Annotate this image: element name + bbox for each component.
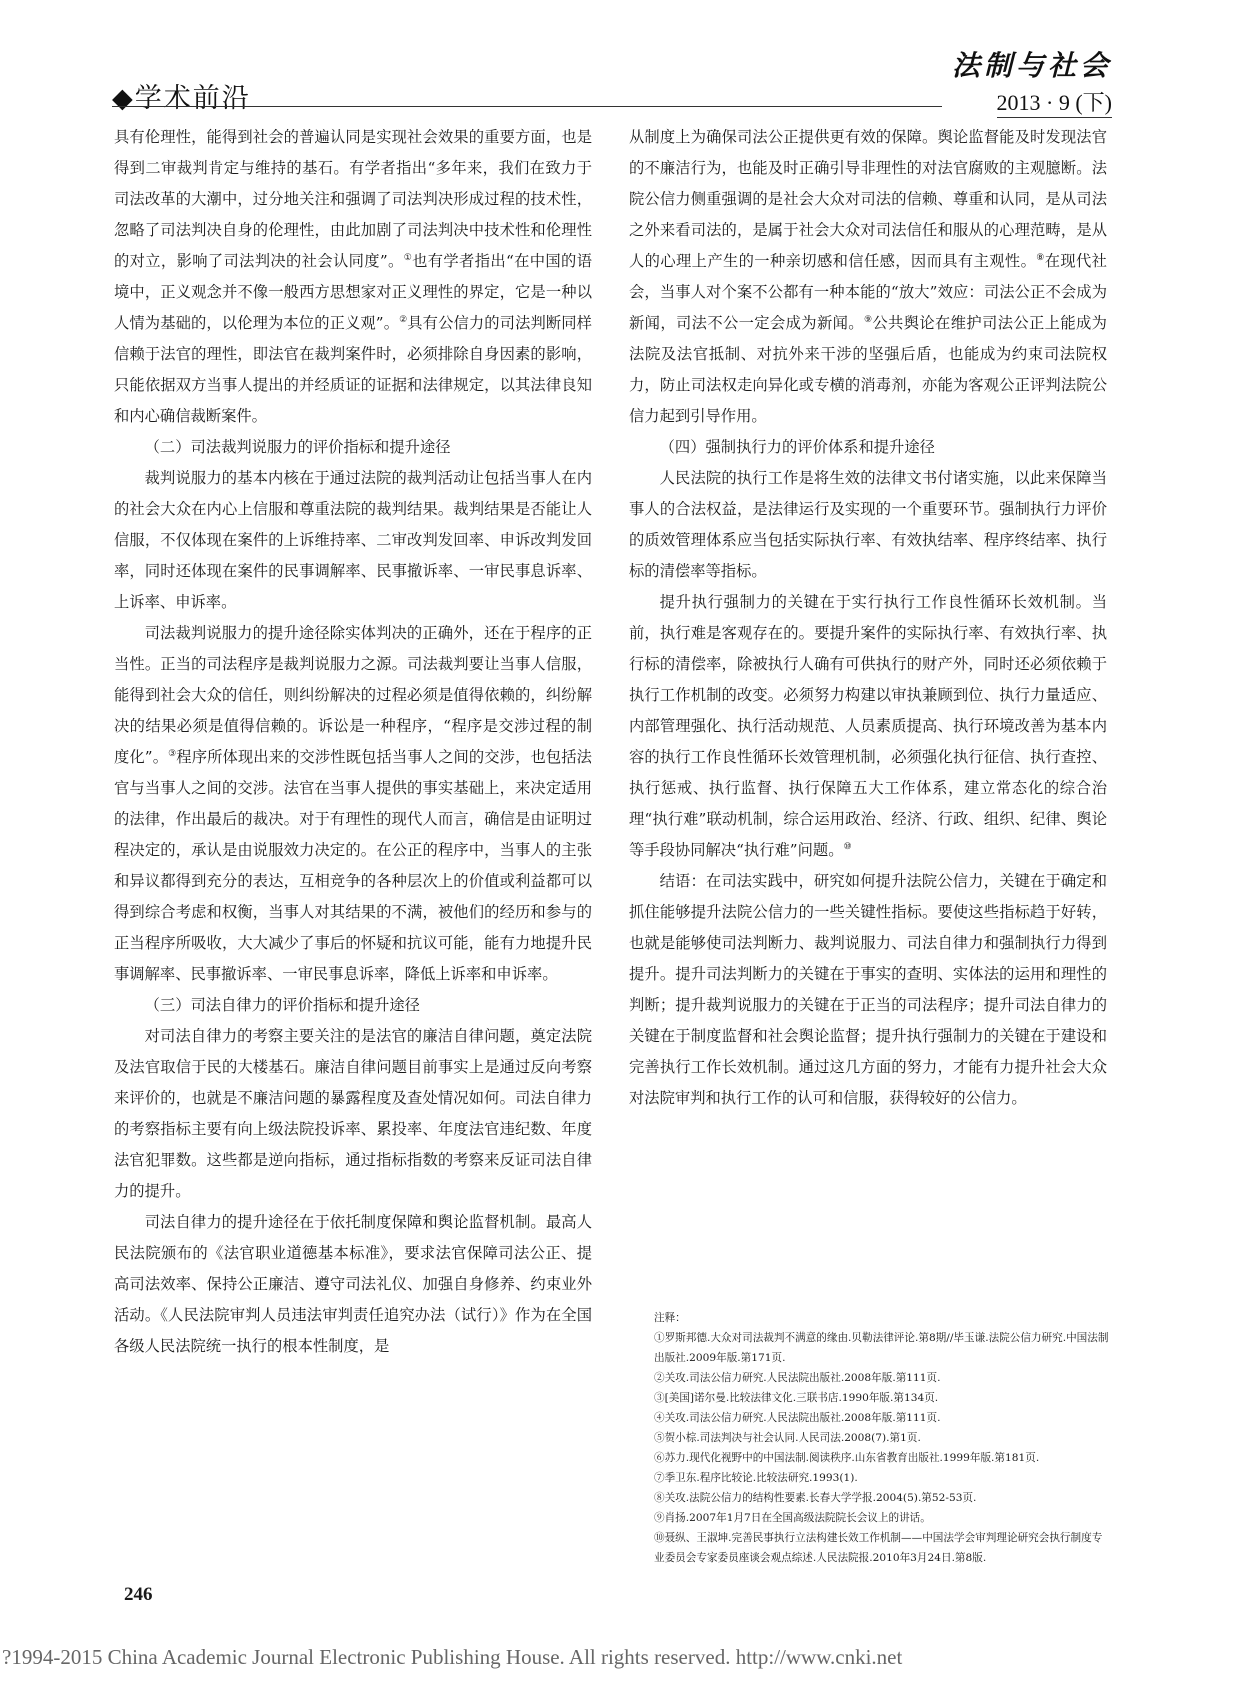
note-item: ⑦季卫东.程序比较论.比较法研究.1993(1). — [654, 1472, 858, 1484]
note-item: ⑤贺小棕.司法判决与社会认同.人民司法.2008(7).第1页. — [654, 1432, 921, 1444]
subheading: （三）司法自律力的评价指标和提升途径 — [144, 996, 420, 1014]
note-mark: ② — [399, 314, 408, 325]
paragraph: 对司法自律力的考察主要关注的是法官的廉洁自律问题，奠定法院及法官取信于民的大楼基石。廉洁自律问题目前事实上是通过反向考察来评价的，也就是不廉洁问题的暴露程度及查处情况如何。司法自律力的考察指标主要有向上级法院投诉率、累投率、年度法官违纪数、年度法官犯罪数。这些都是逆向指标，通过指标指数的考察来反证司法自律力的提升。 — [114, 1027, 592, 1200]
copyright-line: ?1994-2015 China Academic Journal Electronic Publishing House. All rights reserved. http://www.cnki.net — [2, 1645, 903, 1669]
notes-list — [654, 1328, 1109, 1568]
note-mark: ⑧ — [1036, 252, 1045, 263]
paragraph: 司法裁判说服力的提升途径除实体判决的正确外，还在于程序的正当性。正当的司法程序是裁判说服力之源。司法裁判要让当事人信服，能得到社会大众的信任，则纠纷解决的过程必须是值得依赖的，纠纷解决的结果必须是值得信赖的。诉讼是一种程序，“程序是交涉过程的制度化”。③程序所体现出来的交涉性既包括当事人之间的交涉，也包括法官与当事人之间的交涉。法官在当事人提供的事实基础上，来决定适用的法律，作出最后的裁决。对于有理性的现代人而言，确信是由证明过程决定的，承认是由说服效力决定的。在公正的程序中，当事人的主张和异议都得到充分的表达，互相竞争的各种层次上的价值或利益都可以得到综合考虑和权衡，当事人对其结果的不满，被他们的经历和参与的正当程序所吸收，大大减少了事后的怀疑和抗议可能，能有力地提升民事调解率、民事撤诉率、一审民事息诉率，降低上诉率和申诉率。 — [114, 624, 592, 983]
issue-label: 2013 · 9 (下) — [997, 86, 1112, 118]
right-column — [629, 122, 1107, 1114]
note-item: ④关攻.司法公信力研究.人民法院出版社.2008年版.第111页. — [654, 1412, 941, 1424]
note-item: ⑧关攻.法院公信力的结构性要素.长春大学学报.2004(5).第52-53页. — [654, 1492, 977, 1504]
left-column — [114, 122, 592, 1362]
footnotes — [654, 1308, 1109, 1568]
paragraph: 提升执行强制力的关键在于实行执行工作良性循环长效机制。当前，执行难是客观存在的。要提升案件的实际执行率、有效执行率、执行标的清偿率，除被执行人确有可供执行的财产外，同时还必须依赖于执行工作机制的改变。必须努力构建以审执兼顾到位、执行力量适应、内部管理强化、执行活动规范、人员素质提高、执行环境改善为基本内容的执行工作良性循环长效管理机制，必须强化执行征信、执行查控、执行惩戒、执行监督、执行保障五大工作体系，建立常态化的综合治理“执行难”联动机制，综合运用政治、经济、行政、组织、纪律、舆论等手段协同解决“执行难”问题。⑩ — [629, 593, 1107, 859]
page-header — [112, 44, 1112, 114]
subheading: （四）强制执行力的评价体系和提升途径 — [659, 438, 935, 456]
conclusion-paragraph: 结语：在司法实践中，研究如何提升法院公信力，关键在于确定和抓住能够提升法院公信力的一些关键性指标。要使这些指标趋于好转，也就是能够使司法判断力、裁判说服力、司法自律力和强制执行力得到提升。提升司法判断力的关键在于事实的查明、实体法的运用和理性的判断；提升裁判说服力的关键在于正当的司法程序；提升司法自律力的关键在于制度监督和社会舆论监督；提升执行强制力的关键在于建设和完善执行工作长效机制。通过这几方面的努力，才能有力提升社会大众对法院审判和执行工作的认可和信服，获得较好的公信力。 — [629, 872, 1107, 1107]
header-rule — [112, 106, 942, 107]
paragraph: 裁判说服力的基本内核在于通过法院的裁判活动让包括当事人在内的社会大众在内心上信服和尊重法院的裁判结果。裁判结果是否能让人信服，不仅体现在案件的上诉维持率、二审改判发回率、申诉改判发回率，同时还体现在案件的民事调解率、民事撤诉率、一审民事息诉率、上诉率、申诉率。 — [114, 469, 592, 611]
journal-title: 法制与社会 — [951, 49, 1112, 82]
note-item: ⑥苏力.现代化视野中的中国法制.阅读秩序.山东省教育出版社.1999年版.第181页. — [654, 1452, 1040, 1464]
note-item: ③[美国]诺尔曼.比较法律文化.三联书店.1990年版.第134页. — [654, 1392, 939, 1404]
note-mark: ⑨ — [863, 314, 873, 325]
paragraph: 人民法院的执行工作是将生效的法律文书付诸实施，以此来保障当事人的合法权益，是法律运行及实现的一个重要环节。强制执行力评价的质效管理体系应当包括实际执行率、有效执结率、程序终结率、执行标的清偿率等指标。 — [629, 469, 1107, 580]
note-mark: ③ — [168, 748, 177, 759]
note-item: ①罗斯邦德.大众对司法裁判不满意的缘由.贝勒法律评论.第8期//毕玉谦.法院公信力研究.中国法制出版社.2009年版.第171页. — [654, 1332, 1109, 1364]
note-mark: ① — [403, 252, 413, 263]
note-item: ⑨肖扬.2007年1月7日在全国高级法院院长会议上的讲话。 — [654, 1512, 931, 1524]
subheading: （二）司法裁判说服力的评价指标和提升途径 — [144, 438, 451, 456]
page-number: 246 — [124, 1584, 153, 1605]
note-item: ⑩聂纵、王淑坤.完善民事执行立法构建长效工作机制——中国法学会审判理论研究会执行制度专业委员会专家委员座谈会观点综述.人民法院报.2010年3月24日.第8版. — [654, 1532, 1103, 1564]
paragraph: 从制度上为确保司法公正提供更有效的保障。舆论监督能及时发现法官的不廉洁行为，也能及时正确引导非理性的对法官腐败的主观臆断。法院公信力侧重强调的是社会大众对司法的信赖、尊重和认同，是从司法之外来看司法的，是属于社会大众对司法信任和服从的心理范畴，是从人的心理上产生的一种亲切感和信任感，因而具有主观性。⑧在现代社会，当事人对个案不公都有一种本能的“放大”效应：司法公正不会成为新闻，司法不公一定会成为新闻。⑨公共舆论在维护司法公正上能成为法院及法官抵制、对抗外来干涉的坚强后盾，也能成为约束司法院权力，防止司法权走向异化或专横的消毒剂，亦能为客观公正评判法院公信力起到引导作用。 — [629, 128, 1107, 425]
note-mark: ⑩ — [843, 841, 852, 852]
paragraph: 司法自律力的提升途径在于依托制度保障和舆论监督机制。最高人民法院颁布的《法官职业道德基本标准》，要求法官保障司法公正、提高司法效率、保持公正廉洁、遵守司法礼仪、加强自身修养、约束业外活动。《人民法院审判人员违法审判责任追究办法（试行）》作为在全国各级人民法院统一执行的根本性制度，是 — [114, 1213, 592, 1355]
paragraph: 具有伦理性，能得到社会的普遍认同是实现社会效果的重要方面，也是得到二审裁判肯定与维持的基石。有学者指出“多年来，我们在致力于司法改革的大潮中，过分地关注和强调了司法判决形成过程的技术性，忽略了司法判决自身的伦理性，由此加剧了司法判决中技术性和伦理性的对立，影响了司法判决的社会认同度”。①也有学者指出“在中国的语境中，正义观念并不像一般西方思想家对正义理性的界定，它是一种以人情为基础的，以伦理为本位的正义观”。②具有公信力的司法判断同样信赖于法官的理性，即法官在裁判案件时，必须排除自身因素的影响，只能依据双方当事人提出的并经质证的证据和法律规定，以其法律良知和内心确信裁断案件。 — [114, 128, 592, 425]
section-label: ◆学术前沿 — [112, 83, 251, 114]
notes-title: 注释： — [654, 1312, 686, 1324]
note-item: ②关攻.司法公信力研究.人民法院出版社.2008年版.第111页. — [654, 1372, 941, 1384]
